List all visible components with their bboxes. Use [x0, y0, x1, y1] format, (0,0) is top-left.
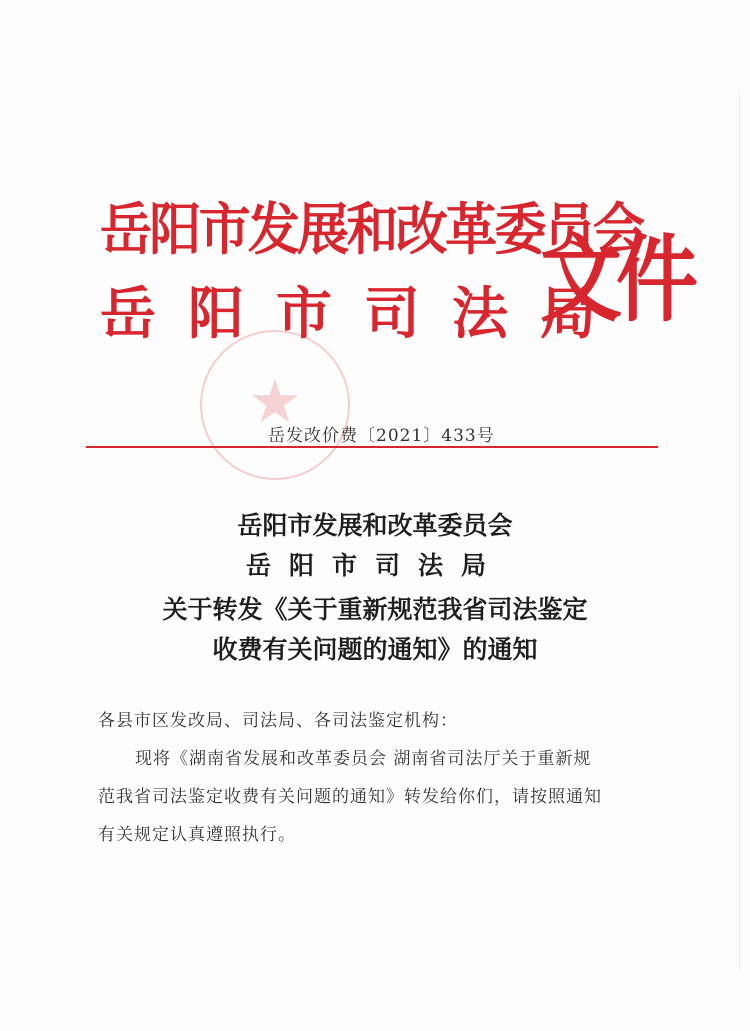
- salutation: 各县市区发改局、司法局、各司法鉴定机构：: [98, 711, 458, 731]
- red-divider-line: [86, 446, 658, 448]
- title-line-2: 岳阳市司法局: [245, 551, 504, 580]
- title-line-1: 岳阳市发展和改革委员会: [237, 511, 513, 540]
- issuer-line-1: 岳阳市发展和改革委员会: [100, 197, 643, 263]
- body-paragraph-line-3: 有关规定认真遵照执行。: [98, 825, 296, 845]
- title-line-3: 关于转发《关于重新规范我省司法鉴定: [162, 595, 588, 624]
- page-edge-shadow: [739, 90, 740, 970]
- document-number: 岳发改价费〔2021〕433号: [268, 426, 495, 446]
- title-line-4: 收费有关问题的通知》的通知: [212, 635, 538, 664]
- body-paragraph-line-1: 现将《湖南省发展和改革委员会 湖南省司法厅关于重新规: [135, 749, 592, 769]
- issuer-header: [100, 192, 693, 362]
- issuer-line-2: 岳阳市司法局: [100, 281, 628, 347]
- seal-star-icon: ★: [248, 367, 302, 437]
- document-word: 文件: [540, 224, 693, 335]
- body-paragraph-line-2: 范我省司法鉴定收费有关问题的通知》转发给你们，请按照通知: [98, 787, 602, 807]
